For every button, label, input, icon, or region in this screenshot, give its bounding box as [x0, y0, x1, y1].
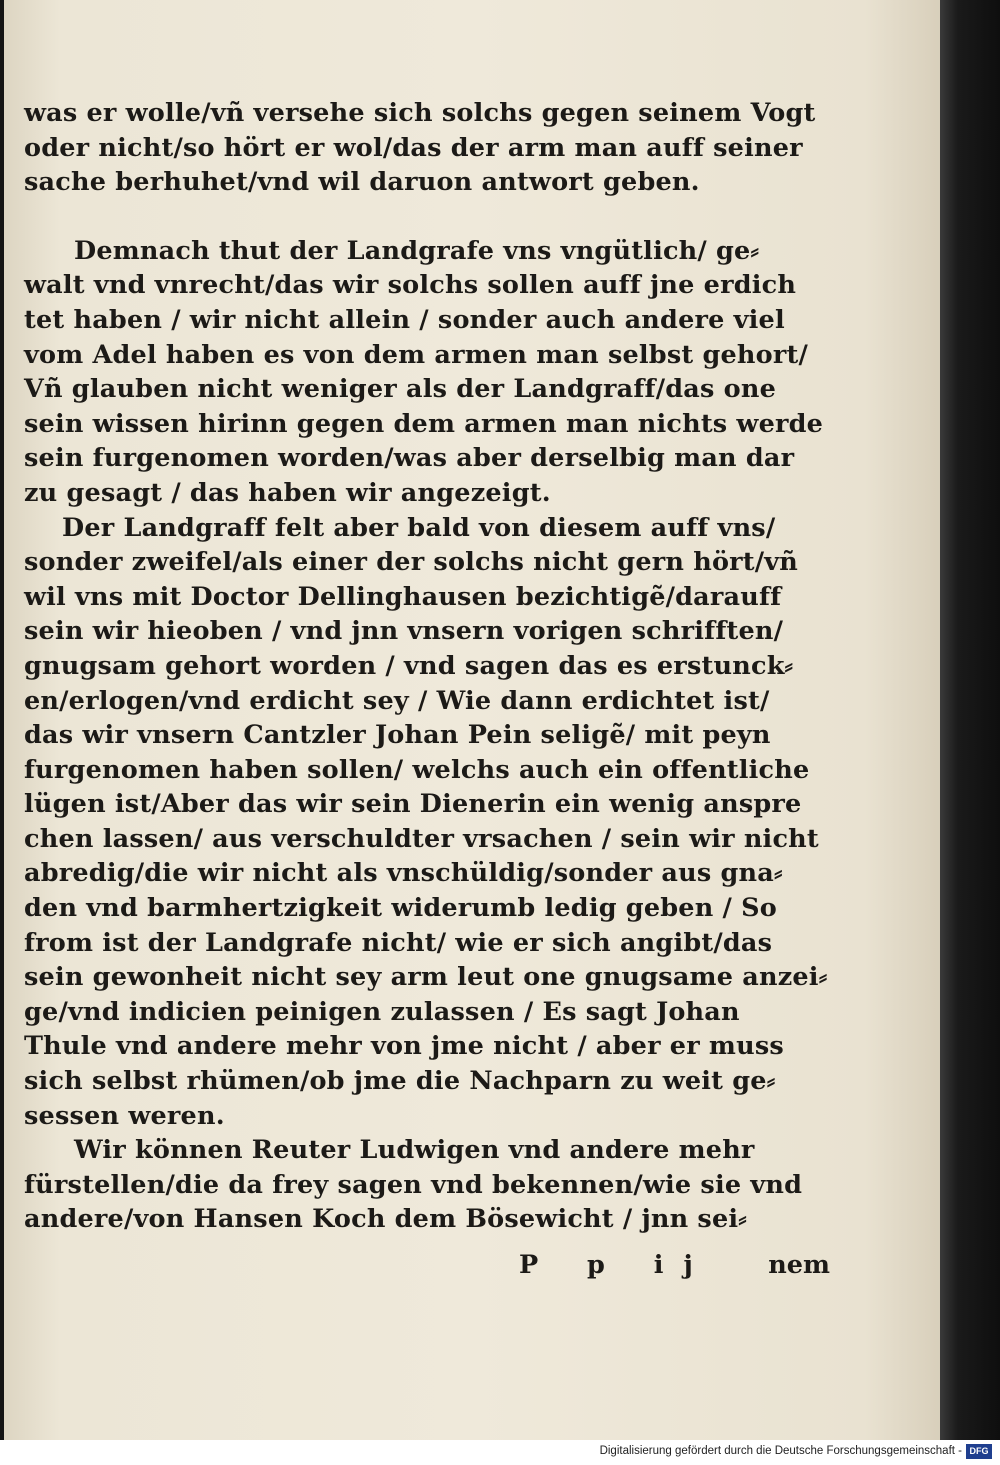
text-line: wil vns mit Doctor Dellinghausen bezichtigẽ/darauff	[24, 581, 782, 612]
text-line: walt vnd vnrecht/das wir solchs sollen auff jne erdich	[24, 270, 797, 301]
text-line: vom Adel haben es von dem armen man selbst gehort/	[24, 339, 808, 370]
credit-bar	[0, 1440, 1000, 1465]
text-line: sessen weren.	[24, 1100, 225, 1131]
text-line: ge/vnd indicien peinigen zulassen / Es sagt Johan	[24, 996, 740, 1027]
text-line: Demnach thut der Landgrafe vns vngütlich/ ge⸗	[74, 235, 760, 266]
text-line: lügen ist/Aber das wir sein Dienerin ein wenig anspre	[24, 789, 802, 820]
book-page	[4, 0, 940, 1440]
text-line: gnugsam gehort worden / vnd sagen das es erstunck⸗	[24, 650, 794, 681]
dfg-logo-icon: DFG	[966, 1444, 992, 1459]
text-line: abredig/die wir nicht als vnschüldig/sonder aus gna⸗	[24, 858, 783, 889]
text-line: sein furgenomen worden/was aber derselbig man dar	[24, 443, 795, 474]
text-line: andere/von Hansen Koch dem Bösewicht / jnn sei⸗	[24, 1204, 747, 1235]
text-line: en/erlogen/vnd erdicht sey / Wie dann erdichtet ist/	[24, 685, 770, 716]
book-spine	[940, 0, 1000, 1440]
funding-credit: Digitalisierung gefördert durch die Deutsche Forschungsgemeinschaft -	[599, 1445, 962, 1457]
text-line: was er wolle/vñ versehe sich solchs gegen seinem Vogt	[24, 98, 816, 128]
text-line: den vnd barmhertzigkeit widerumb ledig geben / So	[24, 893, 777, 924]
text-line: sein gewonheit nicht sey arm leut one gnugsame anzei⸗	[24, 962, 828, 993]
text-line: sache berhuhet/vnd wil daruon antwort geben.	[24, 167, 700, 198]
text-line: sich selbst rhümen/ob jme die Nachparn zu weit ge⸗	[24, 1066, 776, 1097]
signature-mark: P p ij	[519, 1250, 713, 1280]
text-line: zu gesagt / das haben wir angezeigt.	[24, 477, 551, 508]
text-line: sein wir hieoben / vnd jnn vnsern vorigen schrifften/	[24, 616, 784, 647]
text-line: oder nicht/so hört er wol/das der arm man auff seiner	[24, 132, 803, 163]
text-line: chen lassen/ aus verschuldter vrsachen / sein wir nicht	[24, 823, 819, 854]
page-footer	[24, 1250, 834, 1286]
text-line: from ist der Landgrafe nicht/ wie er sich angibt/das	[24, 927, 773, 958]
text-line: das wir vnsern Cantzler Johan Pein seligẽ/ mit peyn	[24, 720, 771, 751]
text-line: Der Landgraff felt aber bald von diesem auff vns/	[62, 512, 776, 543]
text-line: Vñ glauben nicht weniger als der Landgraff/das one	[24, 374, 777, 405]
text-line: sonder zweifel/als einer der solchs nicht gern hört/vñ	[24, 547, 799, 578]
text-line: Thule vnd andere mehr von jme nicht / aber er muss	[24, 1031, 784, 1062]
text-line: sein wissen hirinn gegen dem armen man nichts werde	[24, 408, 824, 439]
text-line: furgenomen haben sollen/ welchs auch ein offentliche	[24, 754, 810, 785]
page-text	[24, 96, 834, 1237]
catchword: nem	[768, 1250, 830, 1280]
text-line: fürstellen/die da frey sagen vnd bekennen/wie sie vnd	[24, 1169, 803, 1200]
text-line: tet haben / wir nicht allein / sonder auch andere viel	[24, 304, 785, 335]
text-line: Wir können Reuter Ludwigen vnd andere mehr	[74, 1135, 755, 1166]
